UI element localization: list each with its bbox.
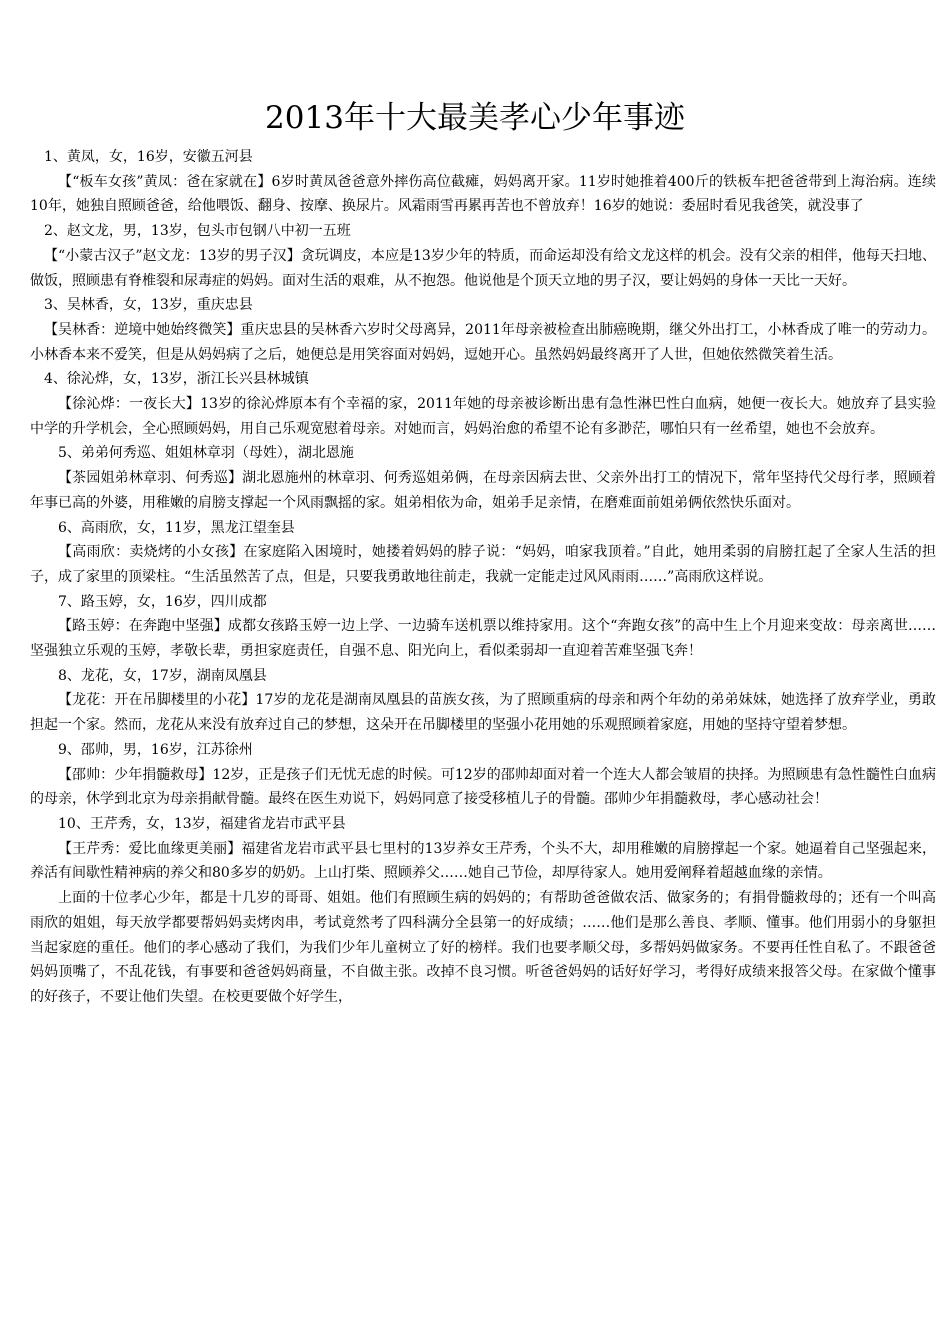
entry-text: 【“板车女孩”黄凤：爸在家就在】6岁时黄凤爸爸意外摔伤高位截瘫，妈妈离开家。11岁时她推着400斤的铁板车把爸爸带到上海治病。连续10年，她独自照顾爸爸，给他喂饭、翻身、按摩、换尿片。风霜雨雪再累再苦也不曾放弃！16岁的她说：委屈时看见我爸笑，就没事了 (30, 173, 936, 215)
entry-heading: 10、王芹秀，女，13岁，福建省龙岩市武平县 (58, 815, 346, 832)
entry-text: 【王芹秀：爱比血缘更美丽】福建省龙岩市武平县七里村的13岁养女王芹秀，个头不大，却用稚嫩的肩膀撑起一个家。她逼着自己坚强起来，养活有间歇性精神病的养父和80多岁的奶奶。上山打柴、照顾养父……她自己节俭，却厚待家人。她用爱阐释着超越血缘的亲情。 (30, 840, 936, 882)
entry-text: 【路玉婷：在奔跑中坚强】成都女孩路玉婷一边上学、一边骑车送机票以维持家用。这个“奔跑女孩”的高中生上个月迎来变故：母亲离世……坚强独立乐观的玉婷，孝敬长辈，勇担家庭责任，自强不息、阳光向上，看似柔弱却一直迎着苦难坚强飞奔！ (30, 618, 936, 660)
entry-text: 【吴林香：逆境中她始终微笑】重庆忠县的吴林香六岁时父母离异，2011年母亲被检查出肺癌晚期，继父外出打工，小林香成了唯一的劳动力。小林香本来不爱笑，但是从妈妈病了之后，她便总是用笑容面对妈妈，逗她开心。虽然妈妈最终离开了人世，但她依然微笑着生活。 (30, 321, 936, 363)
entry-heading: 3、吴林香，女，13岁，重庆忠县 (44, 297, 253, 314)
entry-heading: 7、路玉婷，女，16岁，四川成都 (58, 593, 267, 610)
entry-text: 【茶园姐弟林章羽、何秀巡】湖北恩施州的林章羽、何秀巡姐弟俩，在母亲因病去世、父亲外出打工的情况下，常年坚持代父母行孝，照顾着年事已高的外婆，用稚嫩的肩膀支撑起一个风雨飘摇的家。姐弟相依为命，姐弟手足亲情，在磨难面前姐弟俩依然快乐面对。 (30, 470, 936, 511)
entry-heading: 6、高雨欣，女，11岁，黑龙江望奎县 (58, 519, 295, 536)
document-title: 2013年十大最美孝心少年事迹 (265, 100, 685, 136)
entry-text: 【徐沁烨：一夜长大】13岁的徐沁烨原本有个幸福的家，2011年她的母亲被诊断出患有急性淋巴性白血病，她便一夜长大。她放弃了县实验中学的升学机会，全心照顾妈妈，用自己乐观宽慰着母亲。对她而言，妈妈治愈的希望不论有多渺茫，哪怕只有一丝希望，她也不会放弃。 (30, 396, 936, 437)
entry-text: 【龙花：开在吊脚楼里的小花】17岁的龙花是湖南凤凰县的苗族女孩，为了照顾重病的母亲和两个年幼的弟弟妹妹，她选择了放弃学业，勇敢担起一个家。然而，龙花从来没有放弃过自己的梦想，这朵开在吊脚楼里的坚强小花用她的乐观照顾着家庭，用她的坚持守望着梦想。 (30, 692, 936, 734)
entry-heading: 8、龙花，女，17岁，湖南凤凰县 (58, 667, 267, 684)
entry-text: 【邵帅：少年捐髓救母】12岁，正是孩子们无忧无虑的时候。可12岁的邵帅却面对着一个连大人都会皱眉的抉择。为照顾患有急性髓性白血病的母亲，休学到北京为母亲捐献骨髓。最终在医生劝说下，妈妈同意了接受移植儿子的骨髓。邵帅少年捐髓救母，孝心感动社会！ (30, 766, 936, 808)
entry-heading: 2、赵文龙，男，13岁，包头市包钢八中初一五班 (44, 223, 351, 240)
entry-heading: 1、黄凤，女，16岁，安徽五河县 (44, 149, 253, 165)
entry-heading: 5、弟弟何秀巡、姐姐林章羽（母姓），湖北恩施 (58, 445, 354, 462)
entry-text: 【高雨欣：卖烧烤的小女孩】在家庭陷入困境时，她搂着妈妈的脖子说：“妈妈，咱家我顶着。”自此，她用柔弱的肩膀扛起了全家人生活的担子，成了家里的顶梁柱。“生活虽然苦了点，但是，只要我勇敢地往前走，我就一定能走过风风雨雨……”高雨欣这样说。 (30, 544, 936, 585)
entry-text: 【“小蒙古汉子”赵文龙：13岁的男子汉】贪玩调皮，本应是13岁少年的特质，而命运却没有给文龙这样的机会。没有父亲的相伴，他每天扫地、做饭，照顾患有脊椎裂和尿毒症的妈妈。面对生活的艰难，从不抱怨。他说他是个顶天立地的男子汉，要让妈妈的身体一天比一天好。 (30, 247, 936, 289)
entry-heading: 9、邵帅，男，16岁，江苏徐州 (58, 741, 253, 758)
entry-heading: 4、徐沁烨，女，13岁，浙江长兴县林城镇 (44, 371, 309, 388)
document-body (30, 145, 936, 1010)
closing-paragraph: 上面的十位孝心少年，都是十几岁的哥哥、姐姐。他们有照顾生病的妈妈的；有帮助爸爸做农活、做家务的；有捐骨髓救母的；还有一个叫高雨欣的姐姐，每天放学都要帮妈妈卖烤肉串，考试竟然考了四科满分全县第一的好成绩；……他们是那么善良、孝顺、懂事。他们用弱小的身躯担当起家庭的重任。他们的孝心感动了我们，为我们少年儿童树立了好的榜样。我们也要孝顺父母，多帮妈妈做家务。不要再任性自私了。不跟爸爸妈妈顶嘴了，不乱花钱，有事要和爸爸妈妈商量，不自做主张。改掉不良习惯。听爸爸妈妈的话好好学习，考得好成绩来报答父母。在家做个懂事的好孩子，不要让他们失望。在校更要做个好学生， (30, 890, 936, 1005)
